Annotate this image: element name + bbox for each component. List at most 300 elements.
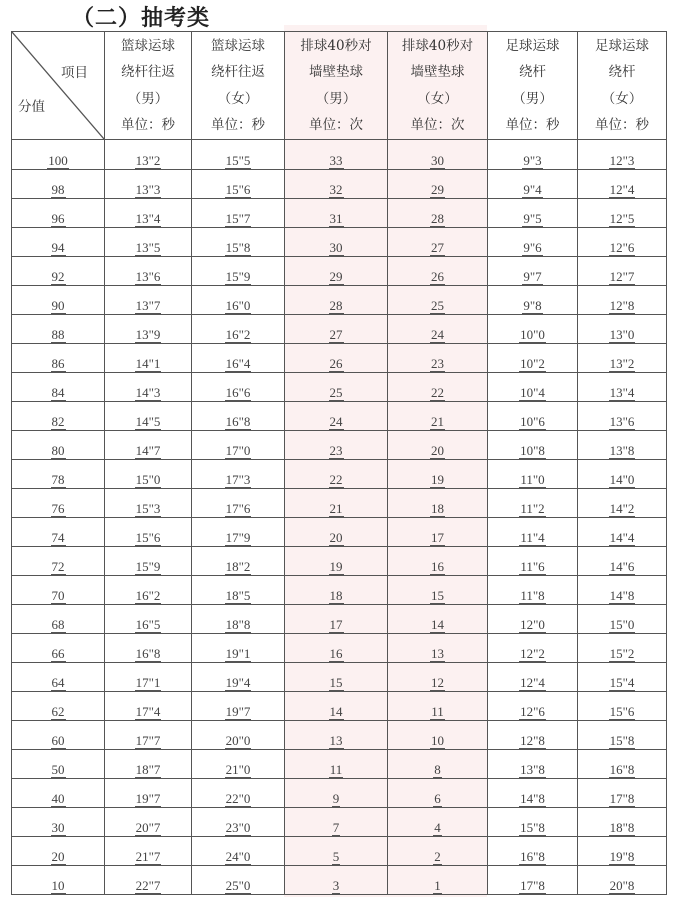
- score-cell: [12, 286, 105, 315]
- cell-value: 17"7: [135, 733, 161, 748]
- cell-value: 18"5: [225, 588, 251, 603]
- cell-value: 4: [434, 820, 441, 835]
- table-row: [12, 779, 667, 808]
- cell-value: 12"0: [520, 617, 545, 632]
- header-line: 绕杆往返: [121, 64, 175, 80]
- cell-value: 9: [332, 791, 340, 806]
- header-line: （男）: [512, 90, 553, 107]
- football-male-cell: [488, 170, 578, 199]
- score-cell: [12, 837, 105, 866]
- score-cell: [12, 779, 105, 808]
- football-male-cell: [488, 431, 578, 460]
- football-male-cell: [488, 576, 578, 605]
- cell-value: 17"4: [135, 704, 161, 719]
- cell-value: 13: [431, 646, 444, 661]
- basketball-male-cell: [105, 431, 192, 460]
- cell-value: 15"5: [225, 153, 251, 168]
- cell-value: 15"3: [135, 501, 161, 516]
- cell-value: 90: [51, 298, 65, 313]
- corner-label-score: 分值: [18, 99, 45, 115]
- cell-value: 18"7: [135, 762, 161, 777]
- volleyball-female-cell: [388, 199, 488, 228]
- header-line: 墙壁垫球: [309, 64, 363, 80]
- table-row: [12, 199, 667, 228]
- cell-value: 66: [51, 646, 65, 661]
- header-line: 绕杆: [519, 64, 546, 80]
- basketball-female-cell: [192, 808, 285, 837]
- cell-value: 12"4: [520, 675, 545, 690]
- basketball-female-cell: [192, 140, 285, 170]
- volleyball-female-cell: [388, 460, 488, 489]
- volleyball-female-cell: [388, 344, 488, 373]
- header-line: 篮球运球: [121, 37, 175, 54]
- cell-value: 14"4: [609, 530, 635, 545]
- cell-value: 88: [51, 327, 65, 342]
- football-female-cell: [578, 402, 667, 431]
- basketball-female-cell: [192, 460, 285, 489]
- table-row: [12, 808, 667, 837]
- corner-header-cell: [12, 32, 105, 140]
- cell-value: 15"8: [225, 240, 251, 255]
- football-male-cell: [488, 692, 578, 721]
- cell-value: 18"8: [609, 820, 635, 835]
- header-line: 绕杆往返: [211, 64, 265, 80]
- cell-value: 11"0: [520, 472, 545, 487]
- basketball-male-cell: [105, 634, 192, 663]
- table-row: [12, 634, 667, 663]
- column-header-volleyball-female: [388, 32, 488, 140]
- football-male-cell: [488, 547, 578, 576]
- football-male-cell: [488, 489, 578, 518]
- volleyball-male-cell: [285, 576, 388, 605]
- table-row: [12, 402, 667, 431]
- header-line: （女）: [601, 90, 643, 107]
- cell-value: 20: [51, 849, 65, 864]
- basketball-female-cell: [192, 663, 285, 692]
- football-female-cell: [578, 808, 667, 837]
- column-header-basketball-female: [192, 32, 285, 140]
- cell-value: 28: [329, 298, 343, 313]
- cell-value: 9"4: [523, 182, 542, 197]
- cell-value: 15"6: [609, 704, 635, 719]
- football-female-cell: [578, 257, 667, 286]
- cell-value: 15"6: [225, 182, 251, 197]
- basketball-male-cell: [105, 199, 192, 228]
- cell-value: 8: [434, 762, 441, 777]
- football-male-cell: [488, 837, 578, 866]
- column-header-football-male: [488, 32, 578, 140]
- cell-value: 23: [431, 356, 444, 371]
- cell-value: 14"8: [609, 588, 635, 603]
- cell-value: 15"8: [609, 733, 635, 748]
- volleyball-female-cell: [388, 489, 488, 518]
- volleyball-male-cell: [285, 228, 388, 257]
- volleyball-female-cell: [388, 837, 488, 866]
- cell-value: 11: [431, 704, 444, 719]
- cell-value: 14"7: [135, 443, 161, 458]
- cell-value: 14"3: [135, 385, 161, 400]
- basketball-female-cell: [192, 402, 285, 431]
- basketball-male-cell: [105, 576, 192, 605]
- cell-value: 100: [48, 153, 68, 168]
- cell-value: 14"5: [135, 414, 161, 429]
- header-unit: 单位：秒: [595, 117, 649, 133]
- table-row: [12, 576, 667, 605]
- football-male-cell: [488, 663, 578, 692]
- table-row: [12, 663, 667, 692]
- cell-value: 29: [431, 182, 444, 197]
- basketball-male-cell: [105, 692, 192, 721]
- football-male-cell: [488, 779, 578, 808]
- basketball-female-cell: [192, 518, 285, 547]
- score-table-body: [12, 140, 667, 895]
- cell-value: 11"8: [520, 588, 545, 603]
- cell-value: 96: [51, 211, 65, 226]
- cell-value: 14"8: [520, 791, 545, 806]
- cell-value: 27: [431, 240, 444, 255]
- cell-value: 82: [51, 414, 65, 429]
- score-cell: [12, 257, 105, 286]
- header-unit: 单位：秒: [211, 117, 265, 133]
- cell-value: 11: [329, 762, 343, 777]
- cell-value: 15"4: [609, 675, 635, 690]
- cell-value: 12"6: [520, 704, 545, 719]
- cell-value: 24: [431, 327, 444, 342]
- score-cell: [12, 228, 105, 257]
- cell-value: 11"4: [520, 530, 545, 545]
- cell-value: 62: [51, 704, 65, 719]
- cell-value: 72: [51, 559, 65, 574]
- cell-value: 84: [51, 385, 65, 400]
- cell-value: 10"4: [520, 385, 545, 400]
- cell-value: 30: [329, 240, 343, 255]
- table-row: [12, 547, 667, 576]
- cell-value: 20: [431, 443, 444, 458]
- volleyball-female-cell: [388, 170, 488, 199]
- volleyball-female-cell: [388, 692, 488, 721]
- volleyball-female-cell: [388, 663, 488, 692]
- table-row: [12, 257, 667, 286]
- football-female-cell: [578, 779, 667, 808]
- cell-value: 60: [51, 733, 65, 748]
- basketball-female-cell: [192, 170, 285, 199]
- cell-value: 16"0: [225, 298, 251, 313]
- cell-value: 68: [51, 617, 65, 632]
- volleyball-female-cell: [388, 634, 488, 663]
- cell-value: 15: [329, 675, 343, 690]
- volleyball-female-cell: [388, 228, 488, 257]
- cell-value: 13"2: [609, 356, 635, 371]
- header-line: （女）: [417, 90, 458, 107]
- cell-value: 21: [329, 501, 343, 516]
- volleyball-female-cell: [388, 779, 488, 808]
- cell-value: 13"8: [520, 762, 545, 777]
- header-unit: 单位：次: [309, 117, 363, 133]
- basketball-female-cell: [192, 228, 285, 257]
- cell-value: 15"9: [135, 559, 161, 574]
- cell-value: 17"0: [225, 443, 251, 458]
- volleyball-male-cell: [285, 373, 388, 402]
- header-row: [12, 32, 667, 140]
- cell-value: 20"0: [225, 733, 251, 748]
- cell-value: 7: [332, 820, 340, 835]
- cell-value: 94: [51, 240, 65, 255]
- football-female-cell: [578, 373, 667, 402]
- score-cell: [12, 140, 105, 170]
- header-line: 篮球运球: [211, 37, 265, 54]
- football-female-cell: [578, 692, 667, 721]
- cell-value: 16"8: [609, 762, 635, 777]
- cell-value: 10"6: [520, 414, 545, 429]
- cell-value: 14: [431, 617, 444, 632]
- basketball-male-cell: [105, 866, 192, 895]
- cell-value: 25: [329, 385, 343, 400]
- basketball-female-cell: [192, 750, 285, 779]
- basketball-male-cell: [105, 721, 192, 750]
- table-row: [12, 140, 667, 170]
- basketball-male-cell: [105, 750, 192, 779]
- volleyball-male-cell: [285, 634, 388, 663]
- cell-value: 23: [329, 443, 343, 458]
- basketball-male-cell: [105, 518, 192, 547]
- basketball-female-cell: [192, 431, 285, 460]
- cell-value: 10"8: [520, 443, 545, 458]
- table-row: [12, 721, 667, 750]
- table-row: [12, 228, 667, 257]
- cell-value: 31: [329, 211, 343, 226]
- score-cell: [12, 605, 105, 634]
- basketball-male-cell: [105, 373, 192, 402]
- cell-value: 19"8: [609, 849, 635, 864]
- header-line: 绕杆: [608, 64, 636, 80]
- cell-value: 10: [431, 733, 444, 748]
- cell-value: 80: [51, 443, 65, 458]
- cell-value: 92: [51, 269, 65, 284]
- football-male-cell: [488, 750, 578, 779]
- basketball-female-cell: [192, 286, 285, 315]
- score-cell: [12, 634, 105, 663]
- cell-value: 16"5: [135, 617, 161, 632]
- basketball-female-cell: [192, 779, 285, 808]
- volleyball-female-cell: [388, 808, 488, 837]
- basketball-female-cell: [192, 547, 285, 576]
- cell-value: 13"6: [609, 414, 635, 429]
- basketball-female-cell: [192, 344, 285, 373]
- cell-value: 40: [51, 791, 65, 806]
- football-male-cell: [488, 257, 578, 286]
- cell-value: 18"2: [225, 559, 251, 574]
- cell-value: 16"2: [135, 588, 161, 603]
- basketball-male-cell: [105, 605, 192, 634]
- basketball-female-cell: [192, 837, 285, 866]
- football-female-cell: [578, 605, 667, 634]
- header-line: 排球40秒对: [300, 37, 372, 54]
- football-female-cell: [578, 140, 667, 170]
- cell-value: 3: [332, 878, 340, 893]
- volleyball-male-cell: [285, 866, 388, 895]
- basketball-female-cell: [192, 489, 285, 518]
- cell-value: 13: [329, 733, 343, 748]
- volleyball-male-cell: [285, 460, 388, 489]
- cell-value: 12"7: [609, 269, 635, 284]
- table-row: [12, 489, 667, 518]
- football-male-cell: [488, 286, 578, 315]
- score-cell: [12, 663, 105, 692]
- cell-value: 22: [329, 472, 343, 487]
- cell-value: 74: [51, 530, 65, 545]
- volleyball-male-cell: [285, 402, 388, 431]
- football-female-cell: [578, 431, 667, 460]
- cell-value: 15"7: [225, 211, 251, 226]
- cell-value: 17"1: [135, 675, 161, 690]
- cell-value: 13"0: [609, 327, 635, 342]
- football-male-cell: [488, 634, 578, 663]
- football-male-cell: [488, 199, 578, 228]
- basketball-female-cell: [192, 605, 285, 634]
- cell-value: 12"8: [609, 298, 635, 313]
- volleyball-male-cell: [285, 199, 388, 228]
- basketball-male-cell: [105, 547, 192, 576]
- basketball-male-cell: [105, 779, 192, 808]
- basketball-male-cell: [105, 808, 192, 837]
- basketball-male-cell: [105, 460, 192, 489]
- cell-value: 12"8: [520, 733, 545, 748]
- score-table: [11, 31, 667, 895]
- basketball-female-cell: [192, 257, 285, 286]
- cell-value: 12: [431, 675, 444, 690]
- football-female-cell: [578, 315, 667, 344]
- cell-value: 33: [329, 153, 343, 168]
- football-male-cell: [488, 140, 578, 170]
- cell-value: 25: [431, 298, 444, 313]
- table-row: [12, 286, 667, 315]
- cell-value: 13"3: [135, 182, 161, 197]
- cell-value: 17"6: [225, 501, 251, 516]
- football-female-cell: [578, 576, 667, 605]
- cell-value: 15"6: [135, 530, 161, 545]
- score-cell: [12, 460, 105, 489]
- cell-value: 21"0: [225, 762, 251, 777]
- table-row: [12, 750, 667, 779]
- score-cell: [12, 547, 105, 576]
- cell-value: 32: [329, 182, 343, 197]
- cell-value: 10"2: [520, 356, 545, 371]
- volleyball-female-cell: [388, 286, 488, 315]
- cell-value: 26: [431, 269, 444, 284]
- cell-value: 5: [332, 849, 340, 864]
- cell-value: 19"1: [225, 646, 251, 661]
- football-male-cell: [488, 402, 578, 431]
- volleyball-male-cell: [285, 692, 388, 721]
- cell-value: 26: [329, 356, 343, 371]
- score-cell: [12, 576, 105, 605]
- column-header-football-female: [578, 32, 667, 140]
- football-female-cell: [578, 750, 667, 779]
- cell-value: 19"4: [225, 675, 251, 690]
- football-female-cell: [578, 663, 667, 692]
- basketball-female-cell: [192, 576, 285, 605]
- cell-value: 11"2: [520, 501, 545, 516]
- cell-value: 20"7: [135, 820, 161, 835]
- basketball-male-cell: [105, 140, 192, 170]
- volleyball-male-cell: [285, 808, 388, 837]
- cell-value: 6: [434, 791, 441, 806]
- score-cell: [12, 692, 105, 721]
- header-unit: 单位：秒: [505, 117, 560, 133]
- football-female-cell: [578, 199, 667, 228]
- cell-value: 16"2: [225, 327, 251, 342]
- cell-value: 14"1: [135, 356, 161, 371]
- cell-value: 13"4: [135, 211, 161, 226]
- header-line: 足球运球: [505, 37, 560, 54]
- cell-value: 17"8: [609, 791, 635, 806]
- cell-value: 23"0: [225, 820, 251, 835]
- header-unit: 单位：秒: [121, 117, 175, 133]
- cell-value: 13"2: [135, 153, 161, 168]
- volleyball-male-cell: [285, 140, 388, 170]
- column-header-basketball-male: [105, 32, 192, 140]
- table-row: [12, 866, 667, 895]
- basketball-female-cell: [192, 692, 285, 721]
- cell-value: 15: [431, 588, 444, 603]
- cell-value: 64: [51, 675, 65, 690]
- cell-value: 16"8: [225, 414, 251, 429]
- basketball-male-cell: [105, 315, 192, 344]
- football-male-cell: [488, 866, 578, 895]
- section-title: （二）抽考类: [72, 5, 211, 31]
- cell-value: 13"4: [609, 385, 635, 400]
- cell-value: 14"2: [609, 501, 635, 516]
- header-line: （女）: [217, 90, 259, 107]
- cell-value: 29: [329, 269, 343, 284]
- cell-value: 27: [329, 327, 343, 342]
- volleyball-female-cell: [388, 750, 488, 779]
- cell-value: 19: [329, 559, 343, 574]
- volleyball-male-cell: [285, 779, 388, 808]
- cell-value: 15"0: [135, 472, 161, 487]
- cell-value: 10"0: [520, 327, 545, 342]
- table-row: [12, 692, 667, 721]
- basketball-female-cell: [192, 199, 285, 228]
- cell-value: 30: [431, 153, 444, 168]
- cell-value: 16"8: [135, 646, 161, 661]
- volleyball-male-cell: [285, 605, 388, 634]
- basketball-male-cell: [105, 286, 192, 315]
- cell-value: 18: [431, 501, 444, 516]
- cell-value: 16"6: [225, 385, 251, 400]
- volleyball-female-cell: [388, 373, 488, 402]
- cell-value: 13"9: [135, 327, 161, 342]
- score-cell: [12, 344, 105, 373]
- table-row: [12, 315, 667, 344]
- cell-value: 19: [431, 472, 444, 487]
- volleyball-male-cell: [285, 547, 388, 576]
- football-male-cell: [488, 315, 578, 344]
- cell-value: 21"7: [135, 849, 161, 864]
- volleyball-male-cell: [285, 257, 388, 286]
- table-row: [12, 431, 667, 460]
- cell-value: 12"5: [609, 211, 635, 226]
- volleyball-male-cell: [285, 489, 388, 518]
- cell-value: 17"9: [225, 530, 251, 545]
- cell-value: 20"8: [609, 878, 635, 893]
- basketball-female-cell: [192, 866, 285, 895]
- table-row: [12, 170, 667, 199]
- cell-value: 16: [431, 559, 444, 574]
- cell-value: 76: [51, 501, 65, 516]
- football-female-cell: [578, 489, 667, 518]
- volleyball-female-cell: [388, 518, 488, 547]
